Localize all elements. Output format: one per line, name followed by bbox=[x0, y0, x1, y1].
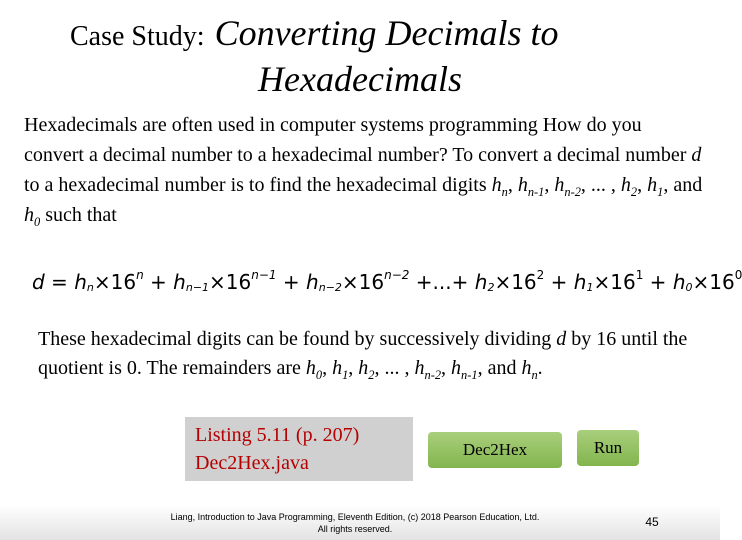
listing-link[interactable] bbox=[185, 417, 413, 481]
dec2hex-button[interactable]: Dec2Hex bbox=[428, 432, 562, 468]
hex-expansion-formula: $d = hn\times 16^n + hn-1\times 16^{n-1} + hn-2\times 16^{n-2}$ +...+ $h2\times 16^2 + h1\times 16^1 + h0\times 16^0$ bbox=[32, 268, 742, 294]
copyright-footer bbox=[130, 511, 580, 535]
intro-paragraph: Hexadecimals are often used in computer systems programming How do you convert a decimal number to a hexadecimal number? To convert a decimal number d to a hexadecimal number is to find the hexadecimal digits $h_n$, $h_{n-1}$, $h_{n-2}$, ... , $h_2$, $h_1$, and $h_0$ such that bbox=[24, 114, 703, 229]
run-button[interactable]: Run bbox=[577, 430, 639, 466]
footer-line2: All rights reserved. bbox=[317, 524, 393, 534]
page-number: 45 bbox=[645, 515, 659, 529]
slide-title bbox=[70, 12, 710, 54]
listing-line2: Dec2Hex.java bbox=[195, 452, 309, 474]
title-main: Converting Decimals to bbox=[214, 13, 559, 53]
listing-line1: Listing 5.11 (p. 207) bbox=[195, 424, 360, 446]
footer-line1: Liang, Introduction to Java Programming, Eleventh Edition, (c) 2018 Pearson Education, Ltd. bbox=[170, 512, 540, 522]
title-main-line2: Hexadecimals bbox=[258, 59, 462, 99]
remainders-paragraph: These hexadecimal digits can be found by successively dividing d by 16 until the quotient is 0. The remainders are $h_0$, $h_1$, $h_2$, ... , $h_{n-2}$, $h_{n-1}$, and $h_n$. bbox=[38, 328, 688, 382]
title-prefix: Case Study: bbox=[70, 21, 205, 52]
